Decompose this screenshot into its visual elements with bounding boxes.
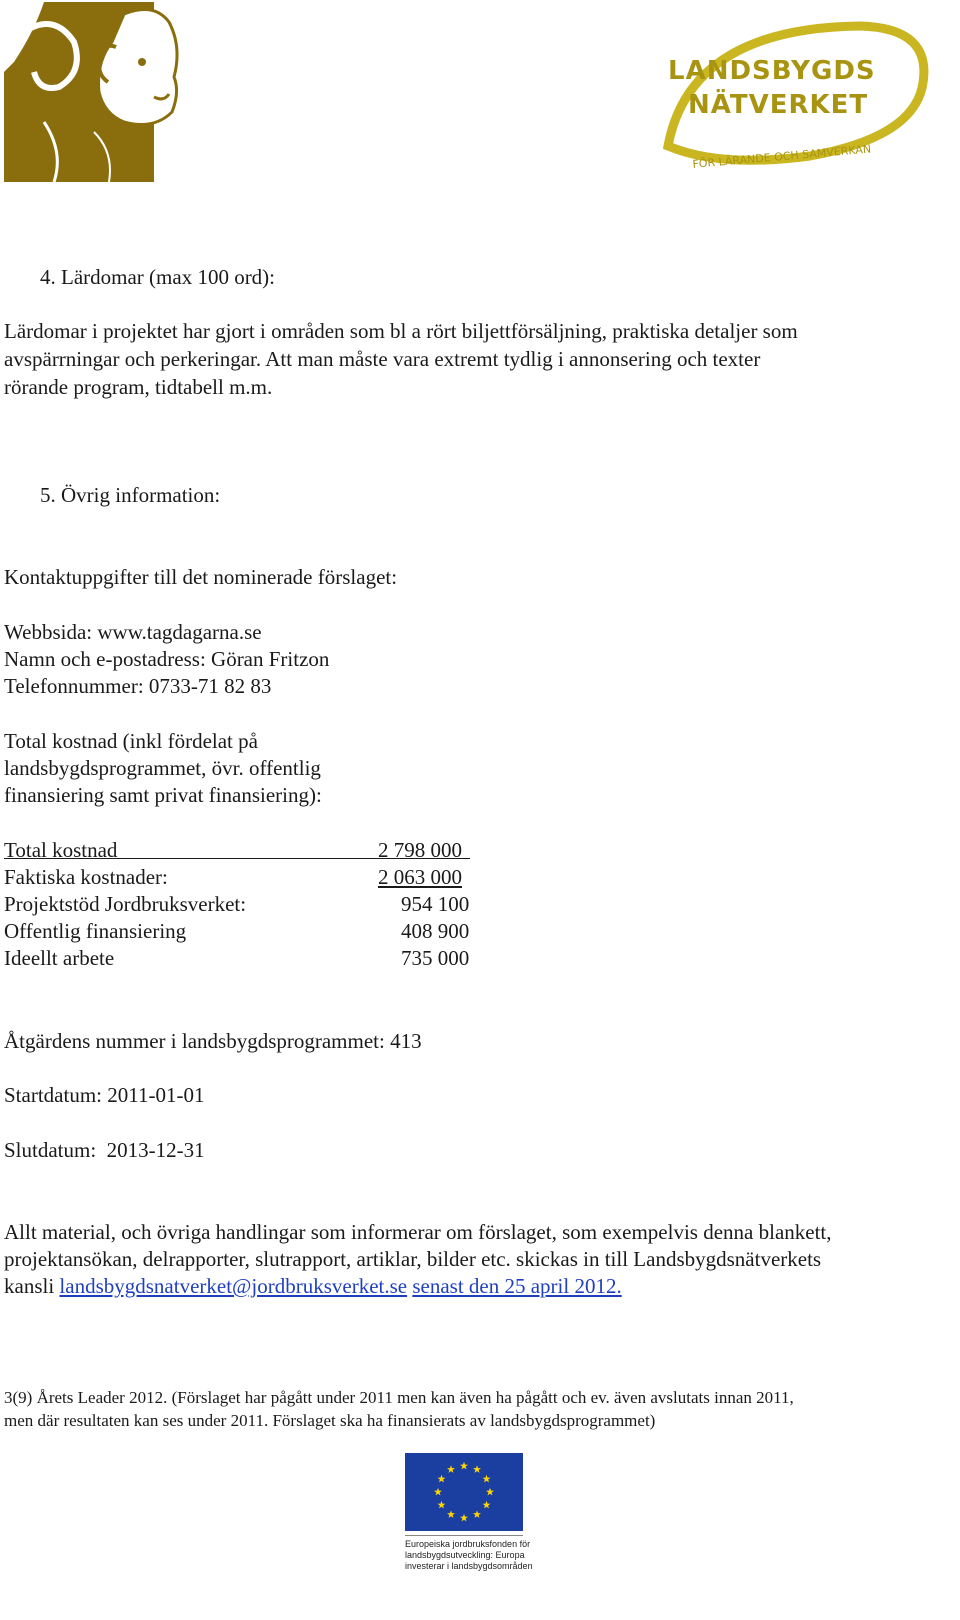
submission-line3 bbox=[4, 1272, 622, 1300]
footnote-line2: men där resultaten kan ses under 2011. Förslaget ska ha finansierats av landsbygdsprogrammet) bbox=[4, 1411, 656, 1430]
ram-illustration bbox=[4, 2, 182, 182]
eu-logo bbox=[405, 1453, 533, 1618]
end-date: Slutdatum: 2013-12-31 bbox=[4, 1138, 205, 1162]
eu-caption-line2: landsbygdsutveckling: Europa bbox=[405, 1550, 525, 1560]
footnote-line1: 3(9) Årets Leader 2012. (Förslaget har pågått under 2011 men kan även ha pågått och ev. även avslutats innan 2011, bbox=[4, 1388, 794, 1407]
total-cost-intro-line3: finansiering samt privat finansiering): bbox=[4, 783, 322, 807]
email-link[interactable]: landsbygdsnatverket@jordbruksverket.se bbox=[59, 1274, 408, 1298]
cost-row-label: Projektstöd Jordbruksverket: bbox=[4, 892, 247, 916]
eu-caption-line3: investerar i landsbygdsområden bbox=[405, 1561, 533, 1571]
measure-number: Åtgärdens nummer i landsbygdsprogrammet: 413 bbox=[4, 1029, 422, 1053]
ram-illustration-icon bbox=[4, 2, 182, 182]
eu-flag-icon bbox=[405, 1453, 523, 1531]
section4-heading: 4. Lärdomar (max 100 ord): bbox=[40, 265, 276, 289]
cost-row-label: Offentlig finansiering bbox=[4, 919, 187, 943]
section5-heading: 5. Övrig information: bbox=[40, 483, 221, 507]
eu-caption-line1: Europeiska jordbruksfonden för bbox=[405, 1539, 531, 1549]
submission-prefix: kansli bbox=[4, 1274, 60, 1298]
section4-text-line1: Lärdomar i projektet har gjort i områden som bl a rört biljettförsäljning, praktiska detaljer som bbox=[4, 319, 798, 343]
submission-line2: projektansökan, delrapporter, slutrapport, artiklar, bilder etc. skickas in till Landsbygdsnätverkets bbox=[4, 1247, 822, 1271]
cost-row-value: 2 063 000 bbox=[378, 865, 462, 889]
submission-line1: Allt material, och övriga handlingar som informerar om förslaget, som exempelvis denna blankett, bbox=[4, 1220, 832, 1244]
name-email-line: Namn och e-postadress: Göran Fritzon bbox=[4, 647, 330, 671]
contact-heading: Kontaktuppgifter till det nominerade förslaget: bbox=[4, 565, 398, 589]
eu-divider bbox=[405, 1535, 523, 1536]
cost-row-value: 2 798 000 bbox=[378, 838, 462, 862]
cost-row-label: Total kostnad bbox=[4, 838, 118, 862]
section4-text-line3: rörande program, tidtabell m.m. bbox=[4, 375, 273, 399]
start-date: Startdatum: 2011-01-01 bbox=[4, 1083, 205, 1107]
cost-row-label: Faktiska kostnader: bbox=[4, 865, 168, 889]
logo-title-line2: NÄTVERKET bbox=[688, 90, 869, 120]
logo-title-line1: LANDSBYGDS bbox=[668, 56, 876, 86]
phone-line: Telefonnummer: 0733-71 82 83 bbox=[4, 674, 272, 698]
cost-row-value: 408 900 bbox=[401, 919, 470, 943]
section4-text-line2: avspärrningar och perkeringar. Att man måste vara extremt tydlig i annonsering och texter bbox=[4, 347, 761, 371]
website-line: Webbsida: www.tagdagarna.se bbox=[4, 620, 262, 644]
logo-tagline: FÖR LÄRANDE OCH SAMVERKAN bbox=[692, 142, 872, 171]
landsbygdsnatverket-logo bbox=[660, 18, 930, 188]
cost-row-value: 954 100 bbox=[401, 892, 470, 916]
cost-row-label: Ideellt arbete bbox=[4, 946, 115, 970]
total-cost-intro-line2: landsbygdsprogrammet, övr. offentlig bbox=[4, 756, 321, 780]
total-cost-intro-line1: Total kostnad (inkl fördelat på bbox=[4, 729, 258, 753]
deadline-text: senast den 25 april 2012. bbox=[412, 1274, 622, 1298]
cost-row-value: 735 000 bbox=[401, 946, 470, 970]
